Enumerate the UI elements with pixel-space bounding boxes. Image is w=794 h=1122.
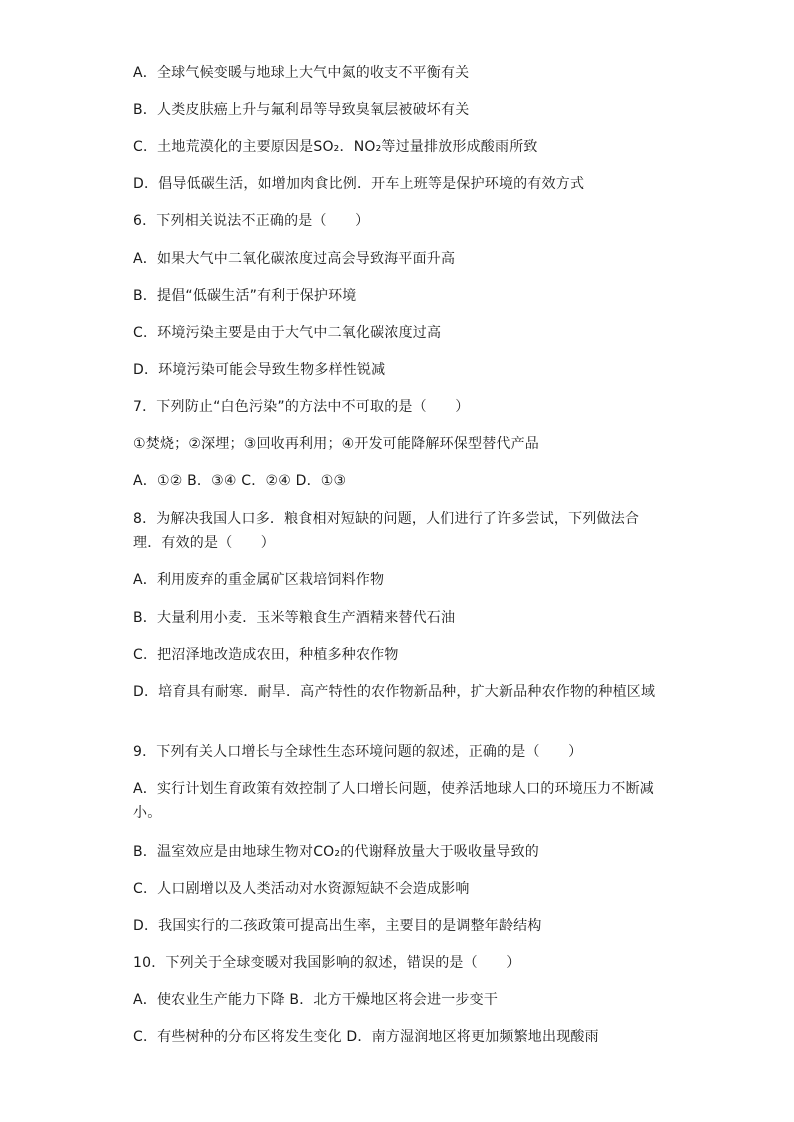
option-5d: D．倡导低碳生活，如增加肉食比例．开车上班等是保护环境的有效方式 <box>133 176 585 192</box>
option-9b: B．温室效应是由地球生物对CO₂的代谢释放量大于吸收量导致的 <box>133 844 540 860</box>
option-6a: A．如果大气中二氧化碳浓度过高会导致海平面升高 <box>133 251 456 267</box>
question-7-items: ①焚烧；②深埋；③回收再利用；④开发可能降解环保型替代产品 <box>133 436 540 452</box>
question-9: 9．下列有关人口增长与全球性生态环境问题的叙述，正确的是（ ） <box>133 744 583 760</box>
option-10cd: C．有些树种的分布区将发生变化 D．南方湿润地区将更加频繁地出现酸雨 <box>133 1029 599 1045</box>
option-9a: A．实行计划生育政策有效控制了人口增长问题，使养活地球人口的环境压力不断减小。 <box>133 781 654 821</box>
question-8: 8．为解决我国人口多．粮食相对短缺的问题，人们进行了许多尝试，下列做法合理．有效的是（ ） <box>133 511 640 551</box>
option-5b: B．人类皮肤癌上升与氟利昂等导致臭氧层被破坏有关 <box>133 102 470 118</box>
option-6b: B．提倡“低碳生活”有利于保护环境 <box>133 288 357 304</box>
option-6c: C．环境污染主要是由于大气中二氧化碳浓度过高 <box>133 325 442 341</box>
option-9c: C．人口剧增以及人类活动对水资源短缺不会造成影响 <box>133 881 470 897</box>
option-8c: C．把沼泽地改造成农田，种植多种农作物 <box>133 647 399 663</box>
question-7: 7．下列防止“白色污染”的方法中不可取的是（ ） <box>133 399 470 415</box>
option-5a: A．全球气候变暖与地球上大气中氮的收支不平衡有关 <box>133 65 470 81</box>
option-8b: B．大量利用小麦．玉米等粮食生产酒精来替代石油 <box>133 610 456 626</box>
option-9d: D．我国实行的二孩政策可提高出生率，主要目的是调整年龄结构 <box>133 918 542 934</box>
option-6d: D．环境污染可能会导致生物多样性锐减 <box>133 362 386 378</box>
option-8d: D．培育具有耐寒．耐旱．高产特性的农作物新品种，扩大新品种农作物的种植区域 <box>133 684 656 700</box>
option-8a: A．利用废弃的重金属矿区栽培饲料作物 <box>133 572 385 588</box>
option-10ab: A．使农业生产能力下降 B．北方干燥地区将会进一步变干 <box>133 992 499 1008</box>
question-7-options: A．①② B．③④ C．②④ D．①③ <box>133 473 347 489</box>
option-5c: C．土地荒漠化的主要原因是SO₂．NO₂等过量排放形成酸雨所致 <box>133 139 538 155</box>
question-10: 10．下列关于全球变暖对我国影响的叙述，错误的是（ ） <box>133 955 521 971</box>
question-6: 6．下列相关说法不正确的是（ ） <box>133 213 370 229</box>
